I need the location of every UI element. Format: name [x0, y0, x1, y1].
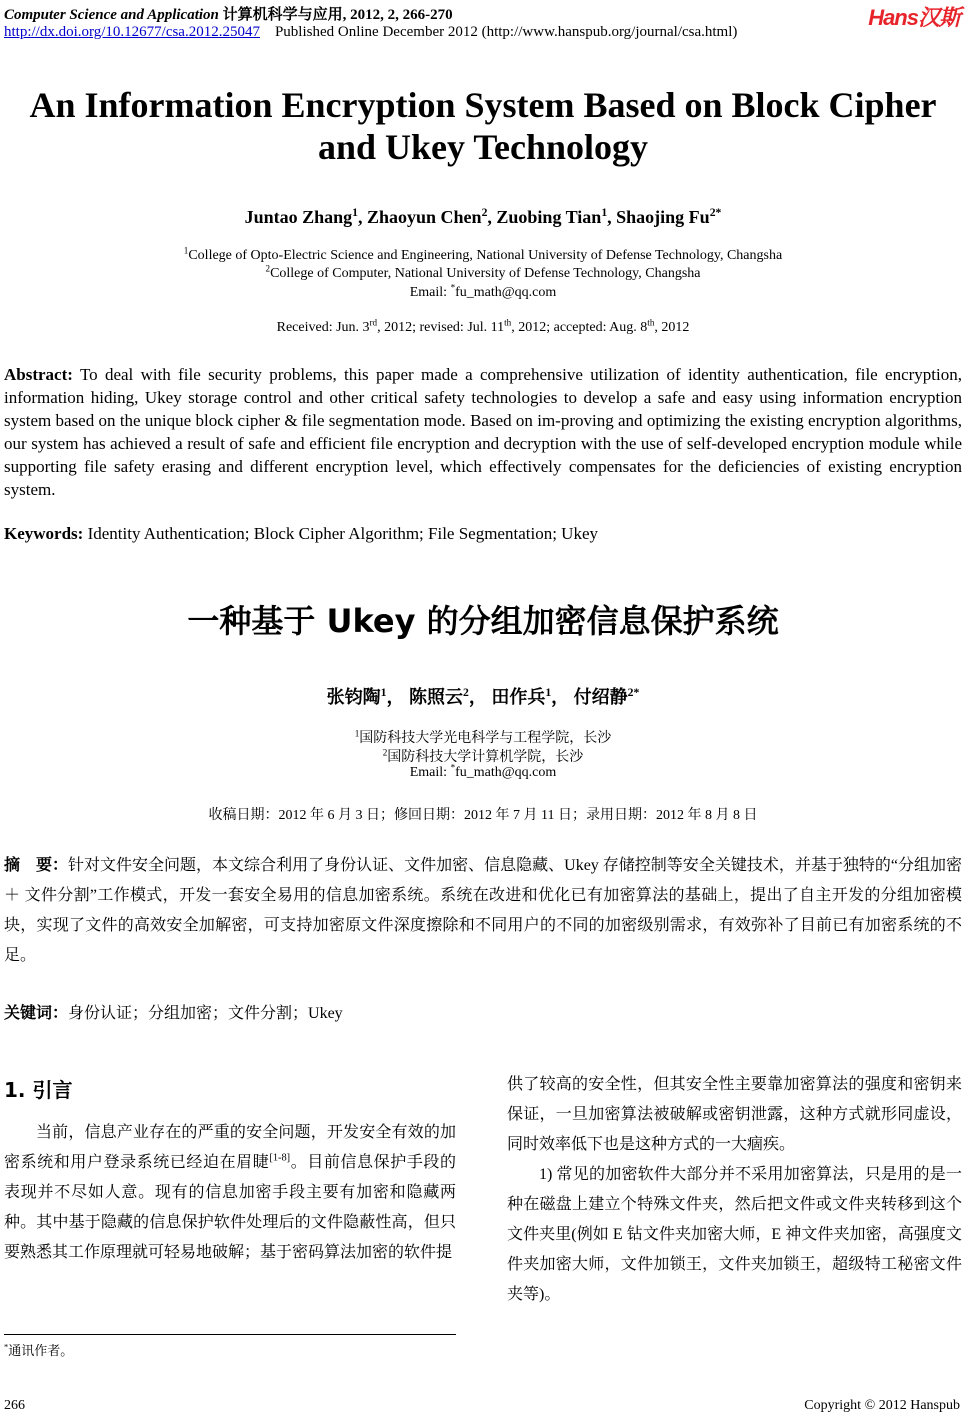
email-cn	[0, 762, 966, 781]
affil-text: 国防科技大学光电科学与工程学院，长沙	[359, 731, 612, 746]
section-1-title: 1. 引言	[4, 1078, 73, 1102]
authors-en: Juntao Zhang$^1$, Zhaoyun Chen$^2$, Zuobing Tian$^1$, Shaojing $Fu^{2*}$	[244, 206, 722, 227]
date-end: , 2012	[654, 320, 690, 335]
journal-name-en: Computer Science and Application	[4, 7, 219, 23]
email-address[interactable]: fu_math@qq.com	[455, 285, 557, 300]
affil-text: College of Opto-Electric Science and Engineering, National University of Defense Technology, Changsha	[188, 248, 783, 263]
affiliation-en-1	[0, 245, 966, 264]
title-line-2: and Ukey Technology	[317, 127, 649, 167]
date-sup: rd	[369, 317, 378, 328]
affil-sup: 2	[265, 263, 271, 274]
hans-logo: Hans汉斯	[868, 5, 960, 30]
journal-name-cn: 计算机科学与应用, 2012, 2, 266-270	[222, 7, 453, 23]
author-sup: 2*	[709, 206, 722, 219]
affil-text: College of Computer, National University of Defense Technology, Changsha	[270, 266, 701, 281]
abstract-en	[4, 363, 962, 501]
footnote-divider	[4, 1334, 456, 1335]
abstract-text: To deal with file security problems, this paper made a comprehensive utilization of identity authentication, file encryption, information hiding, Ukey storage control and other critical safety technologies to develop a safe and easy using information encryption system based on the unique block cipher & file segmentation mode. Based on im-proving and optimizing the existing encryption algorithms, our system has achieved a result of safe and efficient file encryption and decryption with the use of self-developed encryption module while supporting file safety erasing and different encryption level, which effectively compensates for the deficiencies of existing encryption system.	[4, 365, 962, 499]
keywords-text: Identity Authentication; Block Cipher Algorithm; File Segmentation; Ukey	[87, 524, 598, 543]
email-sup: *	[450, 282, 456, 293]
author-sup: 2*	[627, 686, 640, 699]
dates-en	[0, 317, 966, 336]
doi-line	[4, 24, 737, 41]
journal-header	[4, 3, 453, 24]
keywords-cn	[4, 1000, 343, 1023]
received-date: Received: Jun. 3	[276, 320, 370, 335]
email-sup: *	[450, 762, 456, 773]
paragraph-text: 。目前信息保护手段的表现并不尽如人意。现有的信息加密手段主要有加密和隐藏两种。其中基于隐藏的信息保护软件处理后的文件隐蔽性高，但只要熟悉其工作原理就可轻易地破解；基于密码算法加密的软件提	[4, 1154, 456, 1261]
keywords-label: Keywords:	[4, 524, 84, 543]
author-sup: 2	[462, 686, 469, 699]
author-sup: 1	[380, 686, 387, 699]
affiliation-cn-2	[0, 746, 966, 766]
affil-text: 国防科技大学计算机学院，长沙	[387, 750, 584, 765]
copyright: Copyright © 2012 Hanspub	[804, 1398, 960, 1413]
body-paragraph	[4, 1118, 456, 1268]
author-name-cn: 付绍静	[573, 687, 628, 707]
abstract-cn-label: 摘 要：	[4, 855, 69, 874]
title-line-1: An Information Encryption System Based on Block Cipher	[29, 85, 937, 125]
keywords-cn-text: 身份认证；分组加密；文件分割；Ukey	[68, 1005, 343, 1022]
email-label: Email:	[409, 765, 451, 780]
affil-sup: 2	[382, 747, 388, 758]
author-name-cn: 陈照云	[408, 687, 463, 707]
affil-sup: 1	[183, 245, 189, 256]
affiliation-cn-1	[0, 727, 966, 747]
author-name-cn: 田作兵	[491, 687, 546, 707]
body-paragraph: 1) 常见的加密软件大部分并不采用加密算法，只是用的是一种在磁盘上建立个特殊文件夹，然后把文件或文件夹转移到这个文件夹里(例如 E 钻文件夹加密大师，E 神文件夹加密，高强度文件夹加密大师，文件加锁王，文件夹加锁王，超级特工秘密文件夹等)。	[507, 1166, 962, 1303]
footnote	[4, 1340, 73, 1359]
paper-title-en	[0, 84, 966, 168]
dates-cn: 收稿日期：2012 年 6 月 3 日；修回日期：2012 年 7 月 11 日；录用日期：2012 年 8 月 8 日	[208, 808, 758, 823]
paper-title-cn: 一种基于 Ukey 的分组加密信息保护系统	[187, 602, 779, 640]
author-name: Shaojing Fu	[616, 207, 710, 227]
author-sup: 1	[545, 686, 552, 699]
author-name: Juntao Zhang	[244, 207, 353, 227]
footnote-sup: *	[4, 1341, 9, 1352]
author-name: Zuobing Tian	[496, 207, 602, 227]
doi-link[interactable]: http://dx.doi.org/10.12677/csa.2012.25047	[4, 24, 260, 40]
page-number: 266	[4, 1398, 25, 1413]
email-en	[0, 282, 966, 301]
body-column-right	[507, 1070, 962, 1310]
citation[interactable]: [1-8]	[269, 1152, 291, 1164]
accepted-date: , 2012; accepted: Aug. 8	[511, 320, 648, 335]
footnote-text: 通讯作者。	[8, 1343, 74, 1358]
body-paragraph: 供了较高的安全性，但其安全性主要靠加密算法的强度和密钥来保证，一旦加密算法被破解或密钥泄露，这种方式就形同虚设，同时效率低下也是这种方式的一大痼疾。	[507, 1076, 962, 1153]
revised-date: , 2012; revised: Jul. 11	[377, 320, 505, 335]
keywords-cn-label: 关键词：	[4, 1003, 69, 1022]
keywords-en	[4, 524, 962, 544]
email-label: Email:	[409, 285, 451, 300]
author-sup: 1	[352, 206, 358, 219]
affil-sup: 1	[354, 728, 360, 739]
paragraph-text: 当前，信息产业存在的严重的安全问题，开发安全有效的加密系统和用户登录系统已经迫在眉睫	[4, 1124, 456, 1171]
author-name-cn: 张钧陶	[326, 687, 381, 707]
body-column-left	[4, 1118, 456, 1268]
author-name: Zhaoyun Chen	[367, 207, 482, 227]
date-sup: th	[504, 317, 512, 328]
authors-cn: 张钧陶$^1$， 陈照云$^2$， 田作兵$^1$， 付绍静$^{2*}$	[326, 686, 640, 707]
abstract-label: Abstract:	[4, 365, 73, 384]
abstract-cn-text: 针对文件安全问题，本文综合利用了身份认证、文件加密、信息隐藏、Ukey 存储控制等安全关键技术，并基于独特的“分组加密 ＋ 文件分割”工作模式，开发一套安全易用的信息加密系统。系统在改进和优化已有加密算法的基础上，提出了自主开发的分组加密模块，实现了文件的高效安全加解密，可支持加密原文件深度擦除和不同用户的不同的加密级别需求，有效弥补了目前已有加密系统的不足。	[4, 857, 962, 964]
author-sup: 1	[601, 206, 608, 219]
date-sup: th	[647, 317, 655, 328]
abstract-cn	[4, 850, 962, 971]
email-address[interactable]: fu_math@qq.com	[455, 765, 557, 780]
affiliation-en-2	[0, 263, 966, 282]
published-info: Published Online December 2012 (http://www.hanspub.org/journal/csa.html)	[274, 24, 738, 40]
author-sup: 2	[481, 206, 488, 219]
